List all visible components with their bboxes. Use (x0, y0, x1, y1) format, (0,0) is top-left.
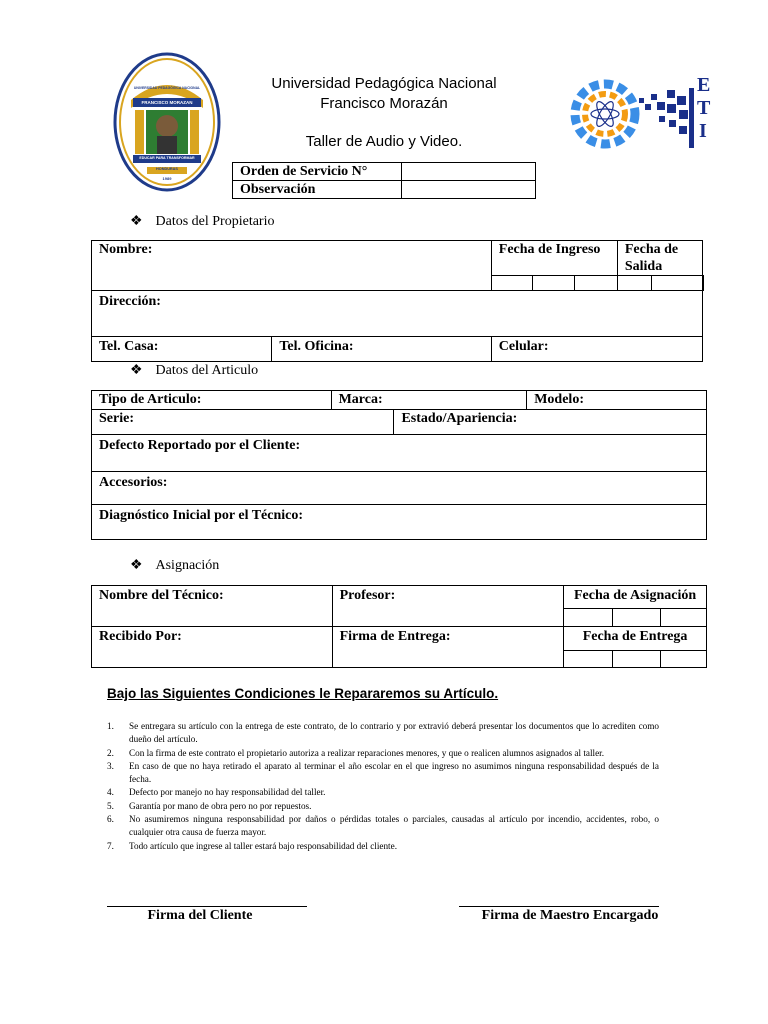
serie-field[interactable]: Serie: (92, 410, 394, 435)
condition-item: 7. Todo artículo que ingrese al taller estará bajo responsabilidad del cliente. (107, 840, 397, 851)
order-table (232, 162, 536, 199)
orden-label: Orden de Servicio N° (233, 163, 402, 181)
article-section-label: Datos del Articulo (155, 363, 259, 378)
fecha-asignacion-label: Fecha de Asignación (564, 586, 707, 609)
orden-value-cell[interactable] (402, 163, 536, 181)
diagnostico-inicial-field[interactable]: Diagnóstico Inicial por el Técnico: (92, 505, 707, 540)
owner-table (91, 240, 704, 362)
seal-arch-text: UNIVERSIDAD PEDAGÓGICA NACIONAL (133, 86, 201, 90)
conditions-title: Bajo las Siguientes Condiciones le Repararemos su Artículo. (107, 686, 499, 701)
eti-logo (563, 76, 713, 152)
marca-field[interactable]: Marca: (331, 391, 527, 410)
assignment-section-title (130, 557, 219, 574)
fecha-salida-month[interactable] (652, 276, 703, 291)
fecha-salida-year[interactable] (703, 276, 704, 291)
fecha-salida-day[interactable] (617, 276, 651, 291)
defecto-reportado-field[interactable]: Defecto Reportado por el Cliente: (92, 435, 707, 472)
seal-country: HONDURAS (156, 167, 178, 171)
fecha-ingreso-year[interactable] (574, 276, 617, 291)
conditions-list (107, 720, 659, 853)
diamond-bullet-icon: ❖ (130, 558, 143, 573)
recibido-por-field[interactable]: Recibido Por: (92, 627, 333, 668)
workshop-title: Taller de Audio y Video. (305, 133, 463, 150)
fecha-asignacion-day[interactable] (564, 609, 613, 627)
condition-item: 4. Defecto por manejo no hay responsabilidad del taller. (107, 787, 326, 798)
diamond-bullet-icon: ❖ (130, 363, 143, 378)
observacion-label: Observación (233, 181, 402, 199)
accesorios-field[interactable]: Accesorios: (92, 472, 707, 505)
assignment-section-label: Asignación (155, 558, 220, 573)
fecha-ingreso-day[interactable] (491, 276, 532, 291)
firma-entrega-field[interactable]: Firma de Entrega: (332, 627, 564, 668)
observacion-value-cell[interactable] (402, 181, 536, 199)
condition-item: 2. Con la firma de este contrato el propietario autoriza a realizar reparaciones menores, y que o realicen alumnos asignados al taller. (107, 747, 604, 758)
fecha-entrega-month[interactable] (613, 651, 661, 668)
teacher-signature-label: Firma de Maestro Encargado (481, 908, 659, 923)
celular-field[interactable]: Celular: (491, 337, 702, 362)
fecha-asignacion-month[interactable] (613, 609, 661, 627)
tipo-articulo-field[interactable]: Tipo de Articulo: (92, 391, 332, 410)
eti-letter-e: E (697, 74, 711, 96)
owner-section-label: Datos del Propietario (155, 214, 275, 229)
fecha-entrega-year[interactable] (661, 651, 707, 668)
fecha-asignacion-year[interactable] (661, 609, 707, 627)
diamond-bullet-icon: ❖ (130, 214, 143, 229)
modelo-field[interactable]: Modelo: (527, 391, 707, 410)
university-name (244, 74, 524, 114)
teacher-signature-line[interactable] (459, 906, 659, 907)
seal-name-band: FRANCISCO MORAZAN (141, 100, 193, 105)
article-section-title (130, 362, 258, 379)
seal-motto: EDUCAR PARA TRANSFORMAR (139, 156, 195, 160)
article-table (91, 390, 707, 540)
nombre-field[interactable]: Nombre: (92, 241, 492, 291)
nombre-tecnico-field[interactable]: Nombre del Técnico: (92, 586, 333, 627)
condition-item: 3. En caso de que no haya retirado el aparato al terminar el año escolar en el que ingreso no asumimos ninguna responsabilidad después de la fecha. (107, 760, 659, 785)
eti-letter-i: I (699, 120, 707, 142)
fecha-ingreso-label: Fecha de Ingreso (491, 241, 617, 276)
seal-year: 1989 (162, 176, 172, 181)
condition-item: 5. Garantía por mano de obra pero no por repuestos. (107, 800, 312, 811)
estado-apariencia-field[interactable]: Estado/Apariencia: (394, 410, 707, 435)
university-seal-logo (113, 52, 221, 192)
client-signature-line[interactable] (107, 906, 307, 907)
eti-letter-t: T (697, 97, 711, 119)
direccion-field[interactable]: Dirección: (92, 291, 703, 337)
owner-section-title (130, 213, 274, 230)
fecha-entrega-day[interactable] (564, 651, 613, 668)
tel-oficina-field[interactable]: Tel. Oficina: (272, 337, 491, 362)
assignment-table (91, 585, 707, 668)
client-signature-label: Firma del Cliente (147, 908, 253, 923)
condition-item: 1. Se entregara su artículo con la entrega de este contrato, de lo contrario y por extravió deberá presentar los documentos que lo acrediten como dueño del artículo. (107, 721, 659, 745)
tel-casa-field[interactable]: Tel. Casa: (92, 337, 272, 362)
fecha-salida-label: Fecha de Salida (617, 241, 702, 276)
fecha-entrega-label: Fecha de Entrega (564, 627, 707, 651)
profesor-field[interactable]: Profesor: (332, 586, 564, 627)
fecha-ingreso-month[interactable] (533, 276, 574, 291)
university-line-1: Universidad Pedagógica Nacional (271, 75, 497, 92)
university-line-2: Francisco Morazán (320, 95, 448, 112)
condition-item: 6. No asumiremos ninguna responsabilidad por daños o pérdidas totales o parciales, causadas al artículo por incendio, accidentes, robo, o cualquier otra causa de fuerza mayor. (107, 814, 659, 838)
